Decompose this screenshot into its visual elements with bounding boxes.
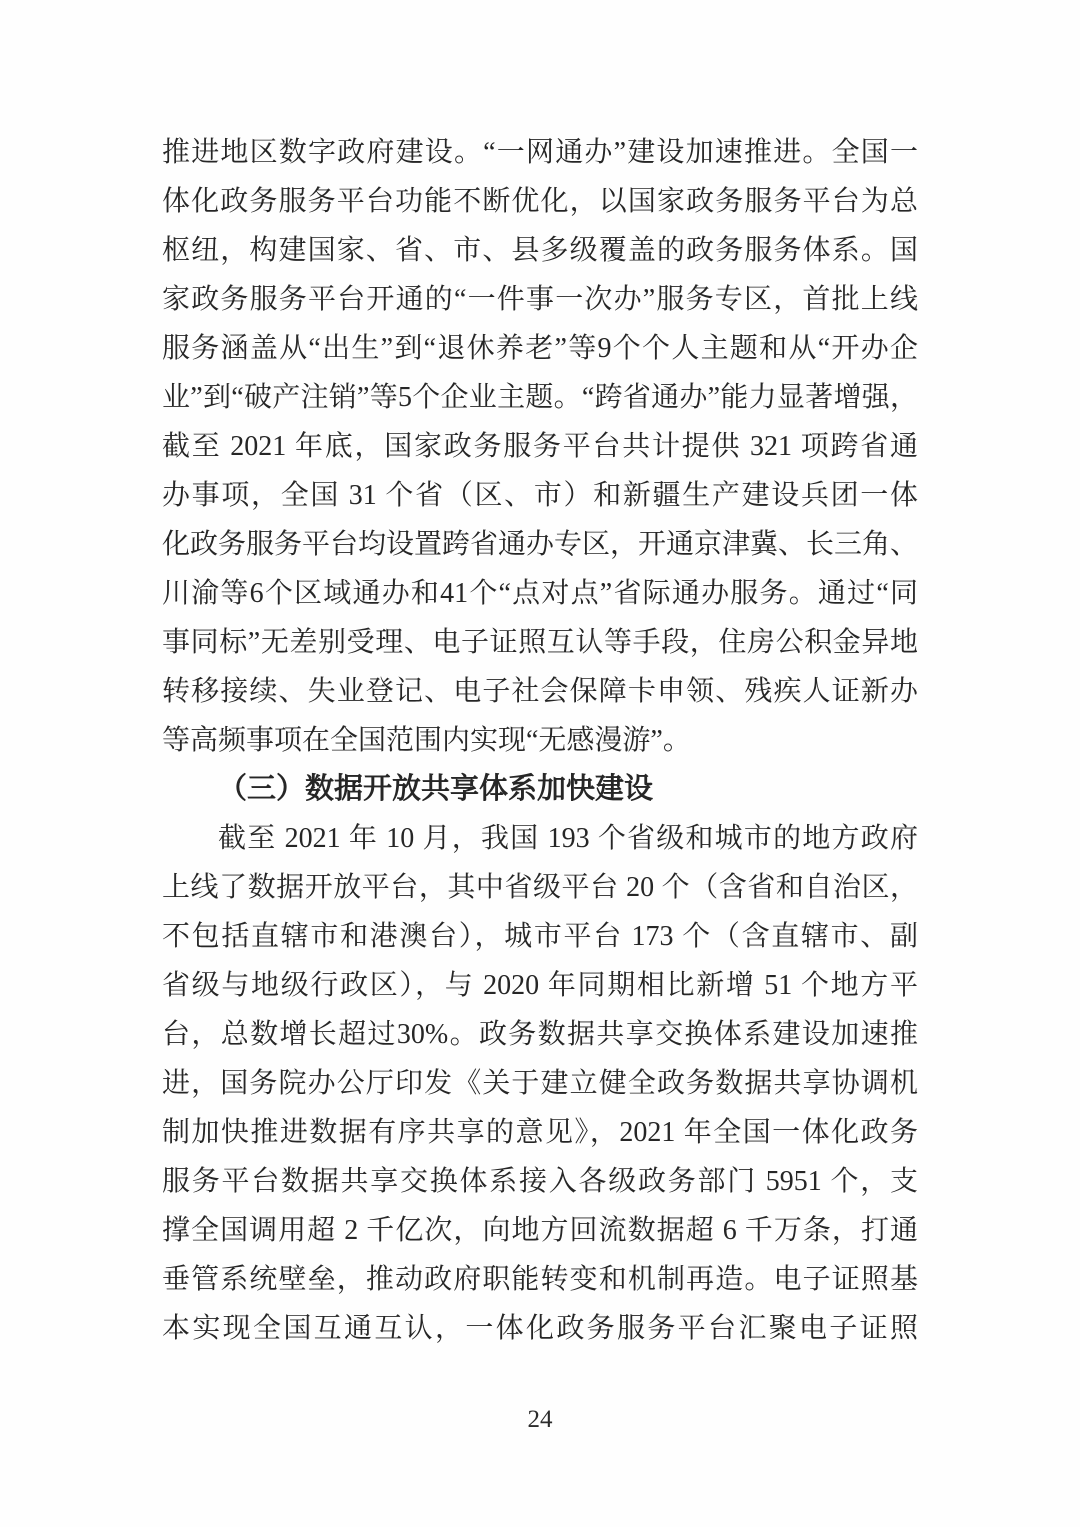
section-heading: （三）数据开放共享体系加快建设 [218, 773, 654, 805]
text-line: 体化政务服务平台功能不断优化，以国家政务服务平台为总 [162, 186, 918, 217]
text-line: 截至 2021 年底，国家政务服务平台共计提供 321 项跨省通 [162, 431, 918, 462]
text-line: 事同标”无差别受理、电子证照互认等手段，住房公积金异地 [162, 627, 918, 658]
text-line: 不包括直辖市和港澳台），城市平台 173 个（含直辖市、副 [162, 921, 918, 952]
text-line: 垂管系统壁垒，推动政府职能转变和机制再造。电子证照基 [162, 1264, 918, 1295]
text-line: 服务平台数据共享交换体系接入各级政务部门 5951 个，支 [162, 1166, 918, 1197]
text-line: 川渝等6个区域通办和41个“点对点”省际通办服务。通过“同 [162, 578, 918, 609]
text-line: 截至 2021 年 10 月，我国 193 个省级和城市的地方政府 [218, 823, 918, 854]
text-line: 枢纽，构建国家、省、市、县多级覆盖的政务服务体系。国 [162, 235, 918, 266]
text-line: 化政务服务平台均设置跨省通办专区，开通京津冀、长三角、 [162, 529, 918, 560]
text-line: 转移接续、失业登记、电子社会保障卡申领、残疾人证新办 [162, 676, 918, 707]
page-number: 24 [527, 1406, 553, 1433]
text-line: 进，国务院办公厅印发《关于建立健全政务数据共享协调机 [162, 1068, 918, 1099]
text-line: 家政务服务平台开通的“一件事一次办”服务专区，首批上线 [162, 284, 918, 315]
text-line: 制加快推进数据有序共享的意见》，2021 年全国一体化政务 [162, 1117, 918, 1148]
body-text [162, 128, 918, 1353]
text-line: 办事项，全国 31 个省（区、市）和新疆生产建设兵团一体 [162, 480, 918, 511]
text-line: 服务涵盖从“出生”到“退休养老”等9个个人主题和从“开办企 [162, 333, 918, 364]
text-line: 推进地区数字政府建设。“一网通办”建设加速推进。全国一 [162, 137, 918, 168]
text-line: 省级与地级行政区），与 2020 年同期相比新增 51 个地方平 [162, 970, 918, 1001]
text-line: 业”到“破产注销”等5个企业主题。“跨省通办”能力显著增强， [162, 382, 918, 413]
text-line: 上线了数据开放平台，其中省级平台 20 个（含省和自治区， [162, 872, 918, 903]
text-line: 等高频事项在全国范围内实现“无感漫游”。 [162, 725, 691, 756]
text-line: 本实现全国互通互认，一体化政务服务平台汇聚电子证照 [162, 1313, 918, 1344]
text-line: 台，总数增长超过30%。政务数据共享交换体系建设加速推 [162, 1019, 918, 1050]
text-line: 撑全国调用超 2 千亿次，向地方回流数据超 6 千万条，打通 [162, 1215, 918, 1246]
